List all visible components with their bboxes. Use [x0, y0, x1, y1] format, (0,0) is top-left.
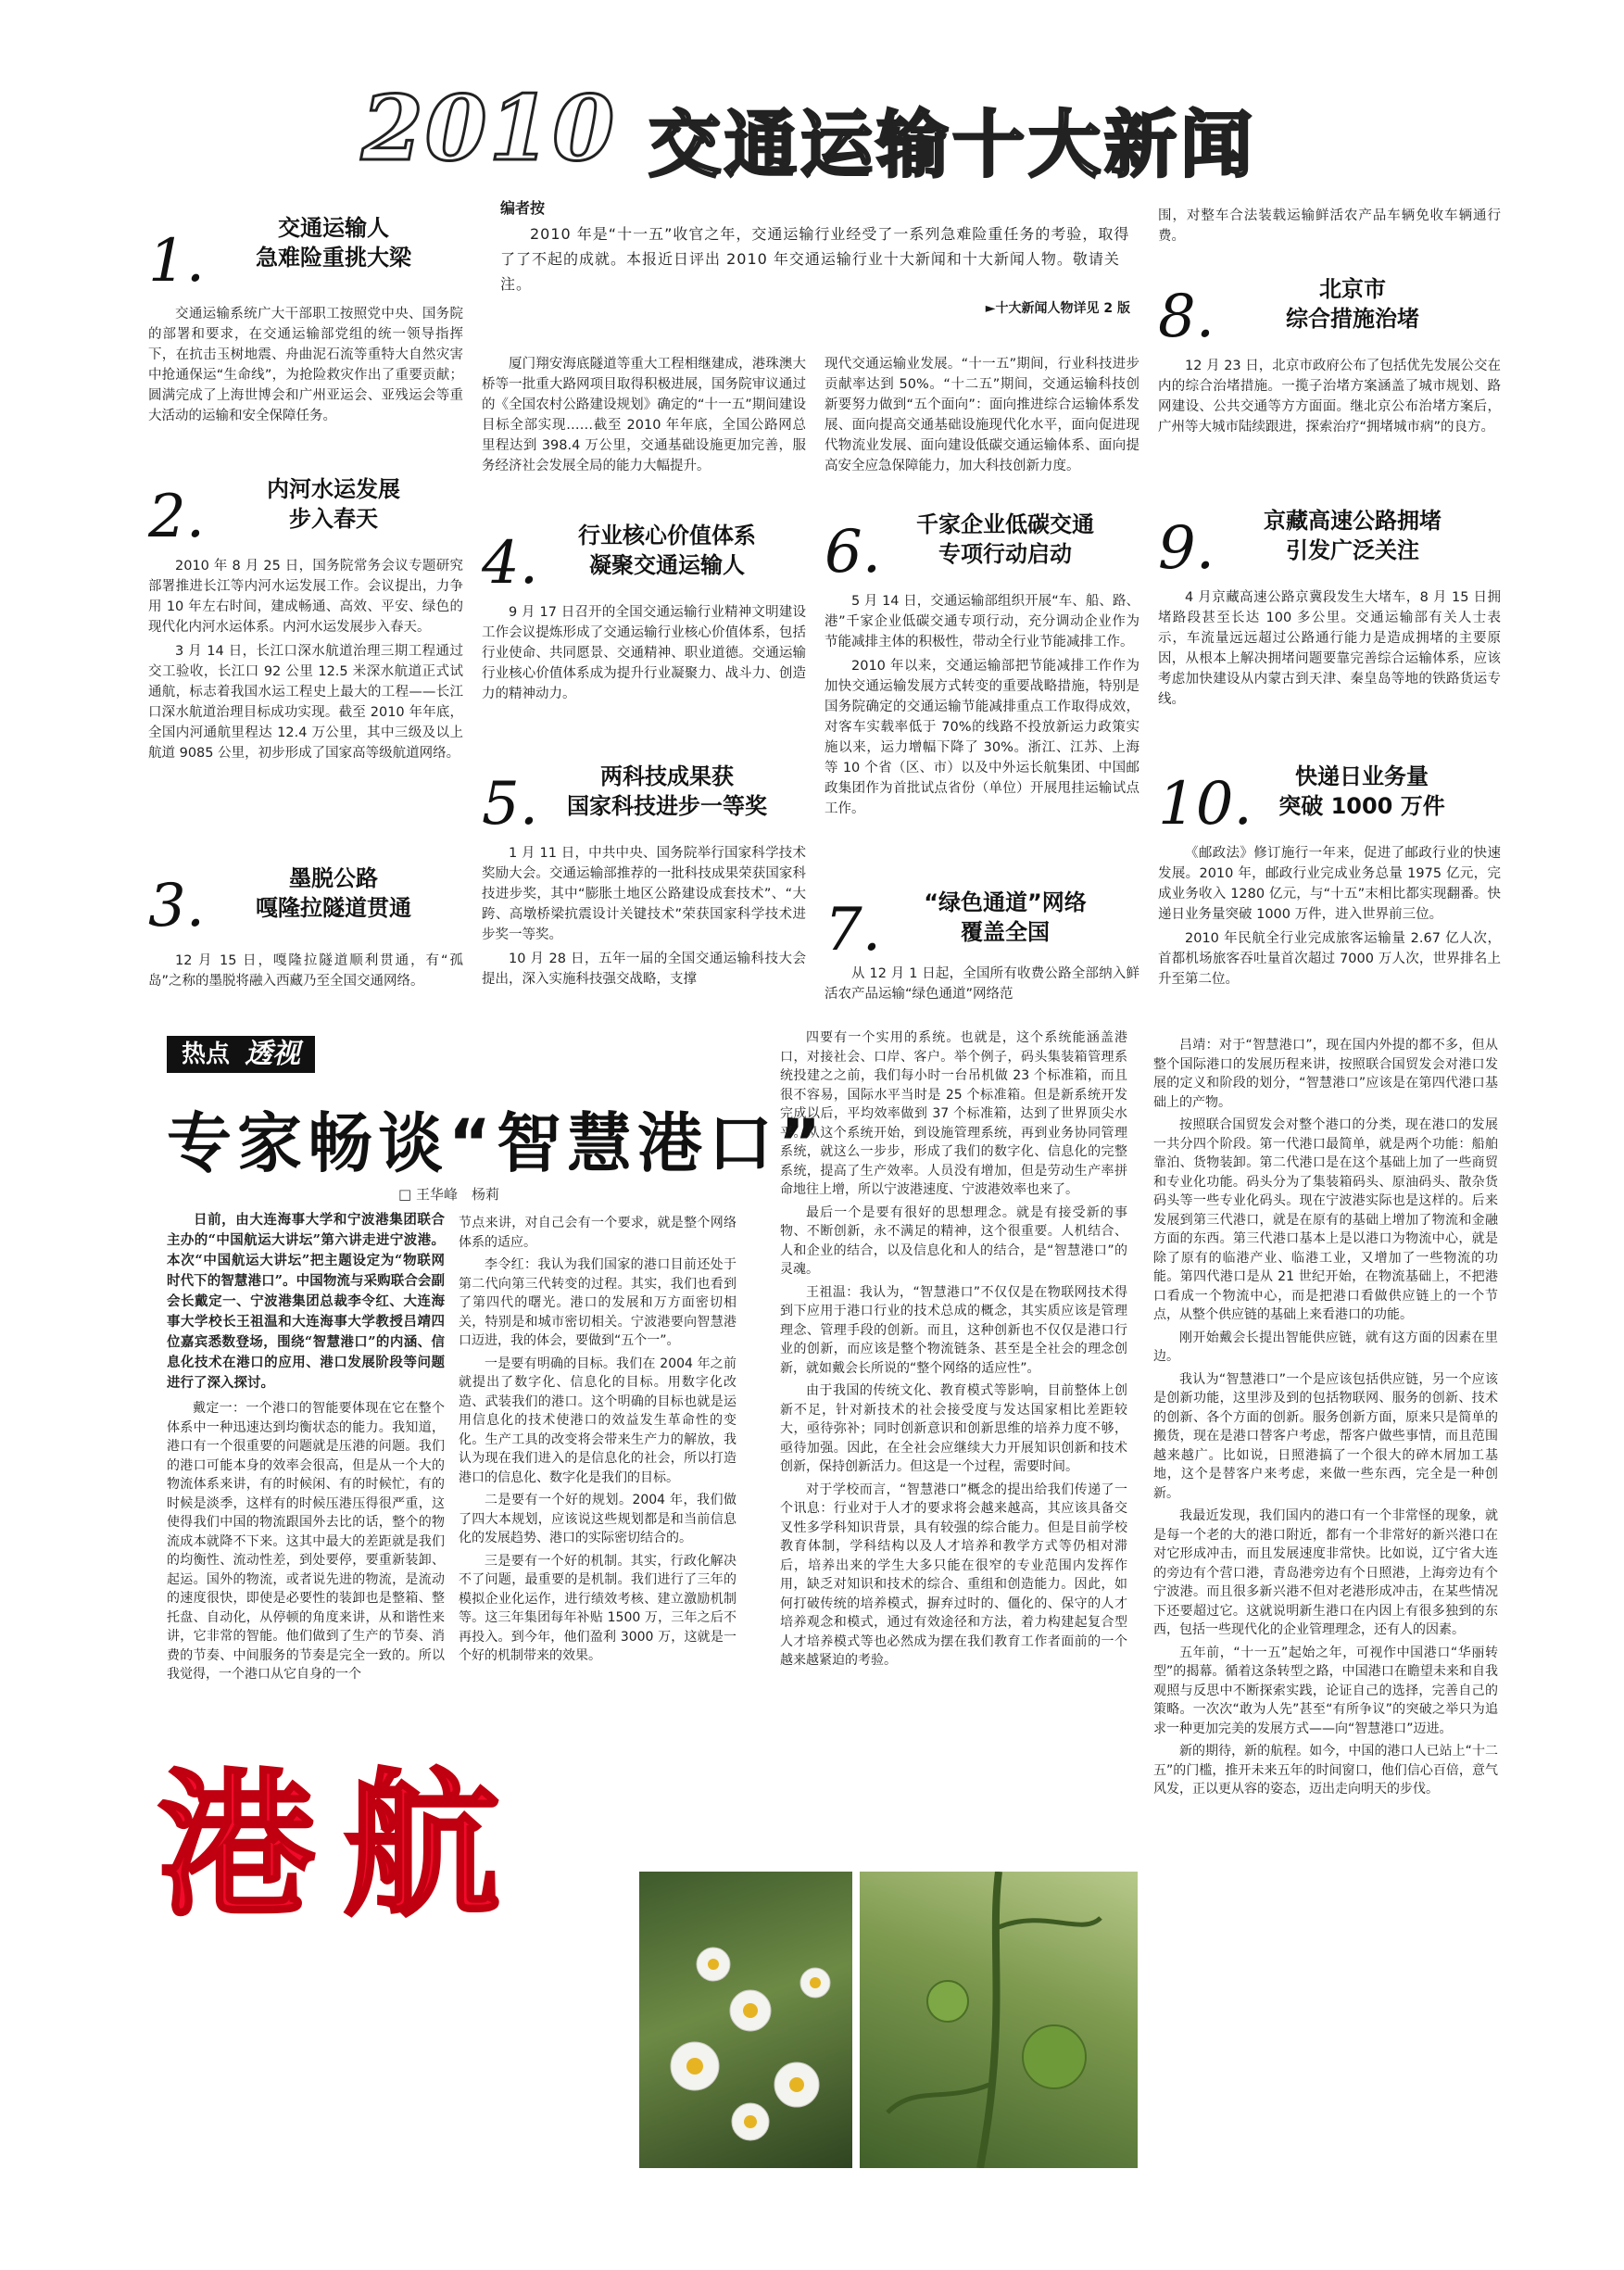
news-title-line2: 突破 1000 万件 [1278, 793, 1445, 819]
news-title-line2: 国家科技进步一等奖 [567, 793, 767, 819]
news-title-line1: 墨脱公路 [289, 865, 378, 891]
news-body: 12 月 23 日，北京市政府公布了包括优先发展公交在内的综合治堵措施。一揽子治堵方案涵盖了城市规划、路网建设、公共交通等方方面面。继北京公布治堵方案后，广州等大城市陆续跟进，探索治疗“拥堵城市病”的良方。 [1158, 359, 1501, 435]
news-body: 1 月 11 日，中共中央、国务院举行国家科学技术奖励大会。交通运输部推荐的一批科技成果荣获国家科技进步奖，其中“膨胀土地区公路建设成套技术”、“大跨、高墩桥梁抗震设计关键技术”荣获国家科学技术进步奖一等奖。 10 月 28 日，五年一届的全国交通运输科技大会提出，深入实施科技强交战略，支撑 [482, 846, 806, 987]
news-title-line2: 引发广泛关注 [1286, 537, 1419, 563]
news-continuation: 围，对整车合法装载运输鲜活农产品车辆免收车辆通行费。 [1158, 208, 1501, 244]
feature-byline: □ 王华峰 杨莉 [398, 1186, 499, 1203]
news-body: 4 月京藏高速公路京冀段发生大堵车，8 月 15 日拥堵路段甚至长达 100 多公里。交通运输部有关人士表示，车流量远远超过公路通行能力是造成拥堵的主要原因，从根本上解决拥堵问题要靠完善综合运输体系，应该考虑加快建设从内蒙古到天津、秦皇岛等地的铁路货运专线。 [1158, 590, 1501, 707]
feature-column-1: 日前，由大连海事大学和宁波港集团联合主办的“中国航运大讲坛”第六讲走进宁波港。本次“中国航运大讲坛”把主题设定为“物联网时代下的智慧港口”。中国物流与采购联合会副会长戴定一、宁波港集团总裁李令红、大连海事大学校长王祖温和大连海事大学教授吕靖四位嘉宾悉数登场，围绕“智慧港口”的内涵、信息化技术在港口的应用、港口发展阶段等问题进行了深入探讨。 戴定一：一个港口的智能要体现在它在整个体系中一种迅速达到均衡状态的能力。我知道，港口有一个很重要的问题就是压港的问题。我们的港口可能本身的效率会很高，但是从一个大的物流体系来讲，有的时候闲、有的时候忙，有的时候是淡季，这样有的时候压港压得很严重，这使得我们中国的物流跟国外去比的话，整个的物流成本就降不下来。这其中最大的差距就是我们的均衡性、流动性差，到处要停，要重新装卸、起运。国外的物流，或者说先进的物流，是流动的速度很快，即使是必要性的装卸也是整箱、整托盘、自动化，从停顿的角度来讲，从和谐性来讲，它非常的智能。他们做到了生产的节奏、消费的节奏、中间服务的节奏是完全一致的。所以我觉得，一个港口从它自身的一个 [167, 1212, 445, 1682]
daisy-flowers-icon [639, 1872, 852, 2168]
badge-label-focus: 透视 [245, 1036, 315, 1073]
news-title-line1: 北京市 [1319, 276, 1386, 302]
banner-title: 交通运输十大新闻 [648, 104, 1257, 187]
news-title-line1: 交通运输人 [278, 215, 389, 241]
editor-note [500, 196, 1130, 317]
banner-year: 2010 [361, 76, 617, 181]
news-title-line1: 快递日业务量 [1295, 763, 1429, 789]
news-title-line1: 行业核心价值体系 [578, 523, 756, 549]
feature-column-4: 吕靖：对于“智慧港口”，现在国内外提的都不多，但从整个国际港口的发展历程来讲，按照联合国贸发会对港口发展的定义和阶段的划分，“智慧港口”应该是在第四代港口基础上的产物。 按照联合国贸发会对整个港口的分类，现在港口的发展一共分四个阶段。第一代港口最简单，就是两个功能：船舶靠泊、货物装卸。第二代港口是在这个基础上加了一些商贸和专业化功能。码头分为了集装箱码头、原油码头、散杂货码头等一些专业化码头。现在宁波港实际也是这样的。后来发展到第三代港口，就是在原有的基础上增加了物流和金融方面的东西。第三代港口基本上是以港口为物流中心，就是除了原有的临港产业、临港工业，又增加了一些物流的功能。第四代港口是从 21 世纪开始，在物流基础上，不把港口看成一个物流中心，而是把港口看做供应链上的一个节点，从整个供应链的基础上来看港口的功能。 刚开始戴会长提出智能供应链，就有这方面的因素在里边。 我认为“智慧港口”一个是应该包括供应链，另一个应该是创新功能，这里涉及到的包括物联网、服务的创新、技术的创新、各个方面的创新。服务创新方面，原来只是简单的搬货，现在是港口替客户考虑，帮客户做些事情，而且范围越来越广。比如说，日照港搞了一个很大的碎木屑加工基地，这个是替客户来考虑，来做一些东西，完全是一种创新。 我最近发现，我们国内的港口有一个非常怪的现象，就是每一个老的大的港口附近，都有一个非常好的新兴港口在对它形成冲击，而且发展速度非常快。比如说，辽宁省大连的旁边有个营口港，青岛港旁边有个日照港，上海旁边有个宁波港。而且很多新兴港不但对老港形成冲击，在某些情况下还要超过它。这就说明新生港口在内因上有很多独到的东西，包括一些现代化的企业管理理念，还有人的因素。 五年前，“十一五”起始之年，可视作中国港口“华丽转型”的揭幕。循着这条转型之路，中国港口在瞻望未来和自我观照与反思中不断探索实践，论证自己的选择，完善自己的策略。一次次“敢为人先”甚至“有所争议”的突破之举只为追求一种更加完美的发展方式——向“智慧港口”迈进。 新的期待，新的航程。如今，中国的港口人已站上“十二五”的门槛，推开未来五年的时间窗口，他们信心百倍，意气风发，正以更从容的姿态，迈出走向明天的步伐。 [1153, 1038, 1498, 1797]
news-title-line1: 京藏高速公路拥堵 [1264, 508, 1441, 534]
feature-column-3: 四要有一个实用的系统。也就是，这个系统能涵盖港口，对接社会、口岸、客户。举个例子，码头集装箱管理系统投建之之前，我们每小时一台吊机做 23 个标准箱，而且很不容易，国际水平当时是 25 个标准箱。但是新系统开发完成以后，平均效率做到 37 个标准箱，达到了世界顶尖水平。从这个系统开始，到设施管理系统，再到业务协同管理系统，就这么一步步，形成了我们的数字化、信息化的完整系统，提高了生产效率。人员没有增加，但是劳动生产率拼命地往上增，所以宁波港速度、宁波港效率也来了。 最后一个是要有很好的思想理念。就是有接受新的事物、不断创新，永不满足的精神，这个很重要。人机结合、人和企业的结合，以及信息化和人的结合，是“智慧港口”的灵魂。 王祖温：我认为，“智慧港口”不仅仅是在物联网技术得到下应用于港口行业的技术总成的概念，其实质应该是管理理念、管理手段的创新。而且，这种创新也不仅仅是港口行业的创新，而应该是整个物流链条、甚至是全社会的理念创新，就如戴会长所说的“整个网络的适应性”。 由于我国的传统文化、教育模式等影响，目前整体上创新不足，针对新技术的社会接受度与发达国家相比差距较大，亟待弥补；同时创新意识和创新思维的培养力度不够，亟待加强。因此，在全社会应继续大力开展知识创新和技术创新，保持创新活力。但这是一个过程，需要时间。 对于学校而言，“智慧港口”概念的提出给我们传递了一个讯息：行业对于人才的要求将会越来越高，其应该具备交叉性多学科知识背景，具有较强的综合能力。但是目前学校教育体制，学科结构以及人才培养和教学方式等仍相对滞后，培养出来的学生大多只能在很窄的专业范围内发挥作用，缺乏对知识和技术的综合、重组和创造能力。因此，如何打破传统的培养模式，摒弃过时的、僵化的、保守的人才培养观念和模式，通过有效途径和方法，着力构建起复合型人才培养模式等也必然成为摆在我们教育工作者面前的一个越来越紧迫的考验。 [780, 1030, 1127, 1668]
news-title-line2: 嘎隆拉隧道贯通 [256, 895, 411, 921]
banner [361, 76, 1269, 187]
feature-intro: 日前，由大连海事大学和宁波港集团联合主办的“中国航运大讲坛”第六讲走进宁波港。本次“中国航运大讲坛”把主题设定为“物联网时代下的智慧港口”。中国物流与采购联合会副会长戴定一、宁波港集团总裁李令红、大连海事大学校长王祖温和大连海事大学教授吕靖四位嘉宾悉数登场，围绕“智慧港口”的内涵、信息化技术在港口的应用、港口发展阶段等问题进行了深入探讨。 [167, 1212, 445, 1391]
feature-title: 专家畅谈“智慧港口” [167, 1105, 827, 1181]
news-item-3 [148, 864, 463, 995]
news-body: 12 月 15 日，嘎隆拉隧道顺利贯通，有“孤岛”之称的墨脱将融入西藏乃至全国交通网络。 [148, 953, 463, 989]
feature-column-2: 节点来讲，对自己会有一个要求，就是整个网络体系的适应。 李令红：我认为我们国家的港口目前还处于第二代向第三代转变的过程。其实，我们也看到了第四代的曙光。港口的发展和万方面密切相关，特别是和城市密切相关。宁波港要向智慧港口迈进，我的体会，要做到“五个一”。 一是要有明确的目标。我们在 2004 年之前就提出了数字化、信息化的目标。用数字化改造、武装我们的港口。这个明确的目标也就是运用信息化的技术使港口的效益发生革命性的变化。生产工具的改变将会带来生产力的解放，我认为现在我们进入的是信息化的社会，所以打造港口的信息化、数字化是我们的目标。 二是要有一个好的规划。2004 年，我们做了四大本规划，应该说这些规划都是和当前信息化的发展趋势、港口的实际密切结合的。 三是要有一个好的机制。其实，行政化解决不了问题，最重要的是机制。我们进行了三年的模拟企业化运作，进行绩效考核、建立激励机制等。这三年集团每年补贴 1500 万，三年之后不再投入。到今年，他们盈利 3000 万，这就是一个好的机制带来的效果。 [459, 1216, 736, 1663]
flower-photo [639, 1872, 852, 2168]
news-title-line2: 凝聚交通运输人 [589, 552, 745, 578]
news-number: 4. [482, 529, 539, 598]
news-title-line2: 步入春天 [289, 506, 378, 532]
news-body: 5 月 14 日，交通运输部组织开展“车、船、路、港”千家企业低碳交通专项行动，充分调动企业作为节能减排主体的积极性，带动全行业节能减排工作。 2010 年以来，交通运输部把节能减排工作作为加快交通运输发展方式转变的重要战略措施，特别是国务院确定的交通运输节能减排重点工作取得成效，对客车实载率低于 70%的线路不投放新运力政策实施以来，运力增幅下降了 30%。浙江、江苏、上海等 10 个省（区、市）以及中外运长航集团、中国邮政集团作为首批试点省份（单位）开展甩挂运输试点工作。 [825, 594, 1139, 816]
news-body: 从 12 月 1 日起，全国所有收费公路全部纳入鲜活农产品运输“绿色通道”网络范 [825, 966, 1139, 1002]
news-item-2 [148, 474, 463, 767]
news-item-5 [482, 762, 806, 993]
news-continuation: 厦门翔安海底隧道等重大工程相继建成，港珠澳大桥等一批重大路网项目取得积极进展，国务院审议通过的《全国农村公路建设规划》确定的“十一五”期间建设目标全部实现……截至 2010 年年底，全国公路网总里程达到 398.4 万公里，交通基础设施更加完善，服务经济社会发展全局的能力大幅提升。 [482, 357, 806, 473]
news-item-7 [825, 888, 1139, 1008]
tomato-plant-photo [860, 1872, 1138, 2168]
news-item-4 [482, 521, 806, 708]
green-tomato-icon [860, 1872, 1138, 2168]
hot-topic-badge [167, 1036, 315, 1073]
news-title-line1: “绿色通道”网络 [924, 889, 1087, 915]
news-number: 9. [1158, 514, 1215, 583]
news-number: 6. [825, 518, 882, 586]
news-body: 交通运输系统广大干部职工按照党中央、国务院的部署和要求，在交通运输部党组的统一领导指挥下，在抗击玉树地震、舟曲泥石流等重特大自然灾害中抢通保运“生命线”，为抢险救灾作出了重要贡献；圆满完成了上海世博会和广州亚运会、亚残运会等重大活动的运输和安全保障任务。 [148, 307, 463, 423]
news-number: 1. [148, 227, 206, 296]
badge-label-hot: 热点 [167, 1036, 245, 1073]
news-item-9 [1158, 506, 1501, 713]
news-title-line1: 两科技成果获 [600, 763, 734, 789]
news-title-line2: 综合措施治堵 [1286, 306, 1419, 332]
news-title-line2: 覆盖全国 [961, 919, 1050, 945]
editor-text: 2010 年是“十一五”收官之年，交通运输行业经受了一系列急难险重任务的考验，取得了了不起的成就。本报近日评出 2010 年交通运输行业十大新闻和十大新闻人物。敬请关注。 [500, 225, 1130, 293]
news-title-line2: 急难险重挑大梁 [256, 245, 411, 271]
news-number: 2. [148, 483, 206, 551]
news-body: 《邮政法》修订施行一年来，促进了邮政行业的快速发展。2010 年，邮政行业完成业务总量 1975 亿元，完成业务收入 1280 亿元，与“十五”末相比都实现翻番。快递日业务量突破 1000 万件，进入世界前三位。 2010 年民航全行业完成旅客运输量 2.67 亿人次，首都机场旅客吞吐量首次超过 7000 万人次，世界排名上升至第二位。 [1158, 846, 1501, 987]
news-continuation: 现代交通运输业发展。“十一五”期间，行业科技进步贡献率达到 50%。“十二五”期间，交通运输科技创新要努力做到“五个面向”：面向推进综合运输体系发展、面向提高交通基础设施现代化水平，面向促进现代物流业发展、面向建设低碳交通运输体系、面向提高安全应急保障能力，加大科技创新力度。 [825, 357, 1139, 473]
news-item-6 [825, 510, 1139, 823]
news-body: 2010 年 8 月 25 日，国务院常务会议专题研究部署推进长江等内河水运发展工作。会议提出，力争用 10 年左右时间，建成畅通、高效、平安、绿色的现代化内河水运体系。内河水运发展步入春天。 3 月 14 日，长江口深水航道治理三期工程通过交工验收，长江口 92 公里 12.5 米深水航道正式试通航，标志着我国水运工程史上最大的工程——长江口深水航道治理目标成功实现。截至 2010 年年底，全国内河通航里程达 12.4 万公里，其中三级及以上航道 9085 公里，初步形成了国家高等级航道网络。 [148, 559, 463, 761]
news-number: 3. [148, 872, 206, 940]
news-item-1 [148, 213, 463, 430]
news-body: 9 月 17 日召开的全国交通运输行业精神文明建设工作会议提炼形成了交通运输行业核心价值体系，包括行业使命、共同愿景、交通精神、职业道德。交通运输行业核心价值体系成为提升行业凝聚力、战斗力、创造力的精神动力。 [482, 605, 806, 701]
news-title-line2: 专项行动启动 [938, 541, 1072, 567]
editor-ref: ►十大新闻人物详见 2 版 [985, 301, 1130, 316]
news-number: 8. [1158, 283, 1215, 351]
editor-label: 编者按 [500, 199, 546, 217]
section-logo: 港航 [157, 1755, 529, 1938]
news-item-10 [1158, 762, 1501, 993]
news-item-8 [1158, 274, 1501, 441]
news-title-line1: 内河水运发展 [267, 476, 400, 502]
news-title-line1: 千家企业低碳交通 [916, 511, 1094, 537]
news-number: 7. [825, 896, 882, 965]
news-number: 10. [1158, 770, 1253, 839]
news-number: 5. [482, 770, 539, 839]
